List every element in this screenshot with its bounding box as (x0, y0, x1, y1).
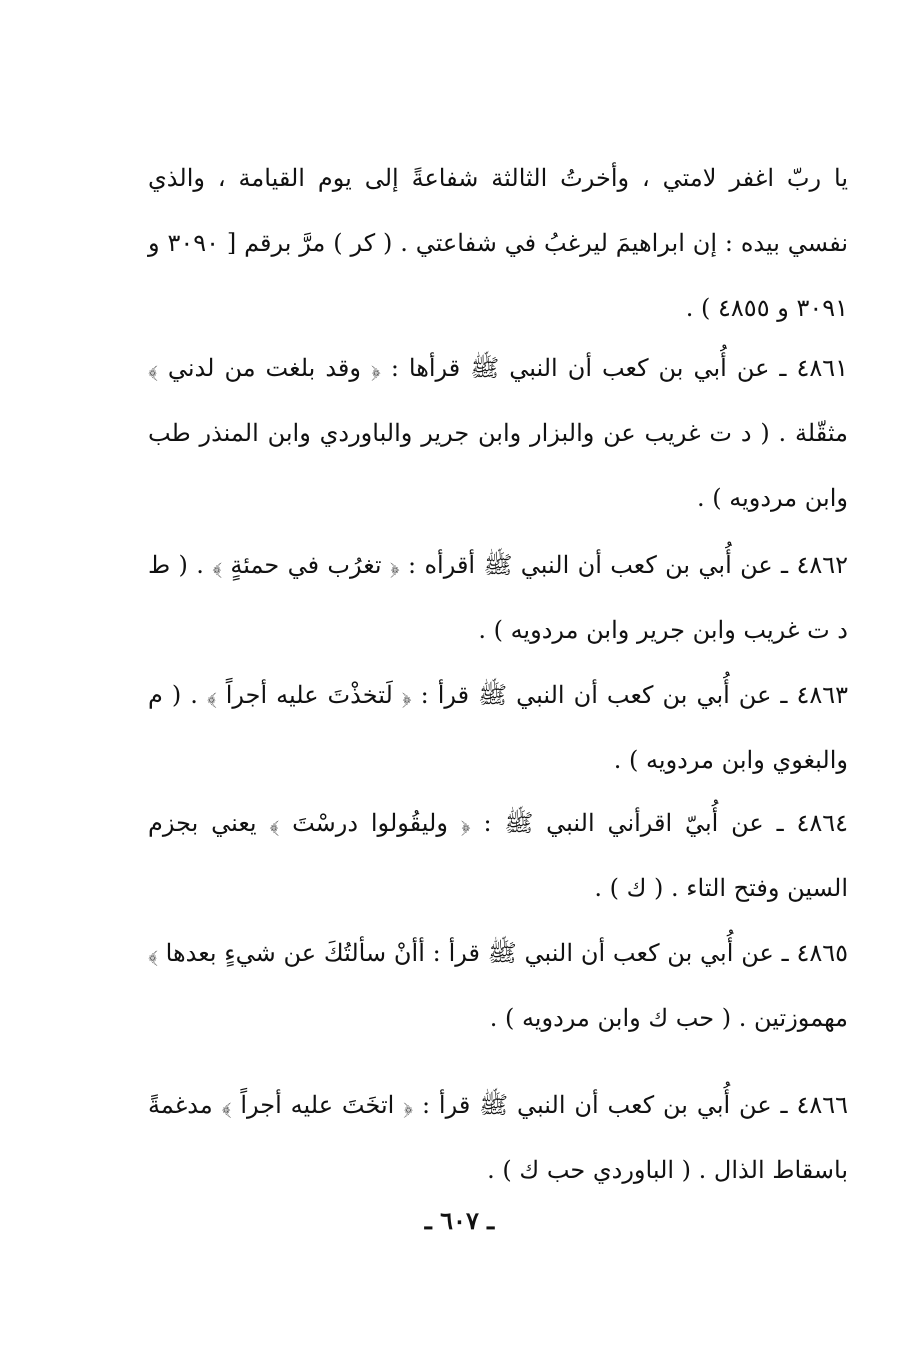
hadith-4864: ٤٨٦٤ ـ عن أُبيّ اقرأني النبي ﷺ : ﴿ وليقُولوا درسْتَ ﴾ يعني بجزم السين وفتح التاء . ( ك ) . (148, 809, 848, 902)
hadith-4862: ٤٨٦٢ ـ عن أُبي بن كعب أن النبي ﷺ أقرأه : ﴿ تغرُب في حمئةٍ ﴾ . ( ط د ت غريب وابن جرير وابن مردويه ) . (148, 551, 848, 644)
paragraph-continuation: يا ربّ اغفر لامتي ، وأخرتُ الثالثة شفاعةً إلى يوم القيامة ، والذي نفسي بيده : إن ابراهيمَ ليرغبُ في شفاعتي . ( كر ) مرَّ برقم [ ٣٠٩٠ و ٣٠٩١ و ٤٨٥٥ ) . (148, 164, 849, 322)
page-number: ـ ٦٠٧ ـ (424, 1206, 495, 1235)
hadith-4866: ٤٨٦٦ ـ عن أُبي بن كعب أن النبي ﷺ قرأ : ﴿ اتخَتَ عليه أجراً ﴾ مدغمةً باسقاط الذال . ( الباوردي حب ك ) . (148, 1091, 848, 1184)
hadith-4865: ٤٨٦٥ ـ عن أُبي بن كعب أن النبي ﷺ قرأ : أأنْ سألتُكَ عن شيءٍ بعدها ﴾ مهموزتين . ( حب ك وابن مردويه ) . (148, 939, 848, 1032)
hadith-4861: ٤٨٦١ ـ عن أُبي بن كعب أن النبي ﷺ قرأها : ﴿ وقد بلغت من لدني ﴾ مثقّلة . ( د ت غريب عن والبزار وابن جرير والباوردي وابن المنذر طب وابن مردويه ) . (148, 354, 848, 512)
hadith-4863: ٤٨٦٣ ـ عن أُبي بن كعب أن النبي ﷺ قرأ : ﴿ لَتخذْتَ عليه أجراً ﴾ . ( م والبغوي وابن مردويه ) . (148, 681, 848, 774)
